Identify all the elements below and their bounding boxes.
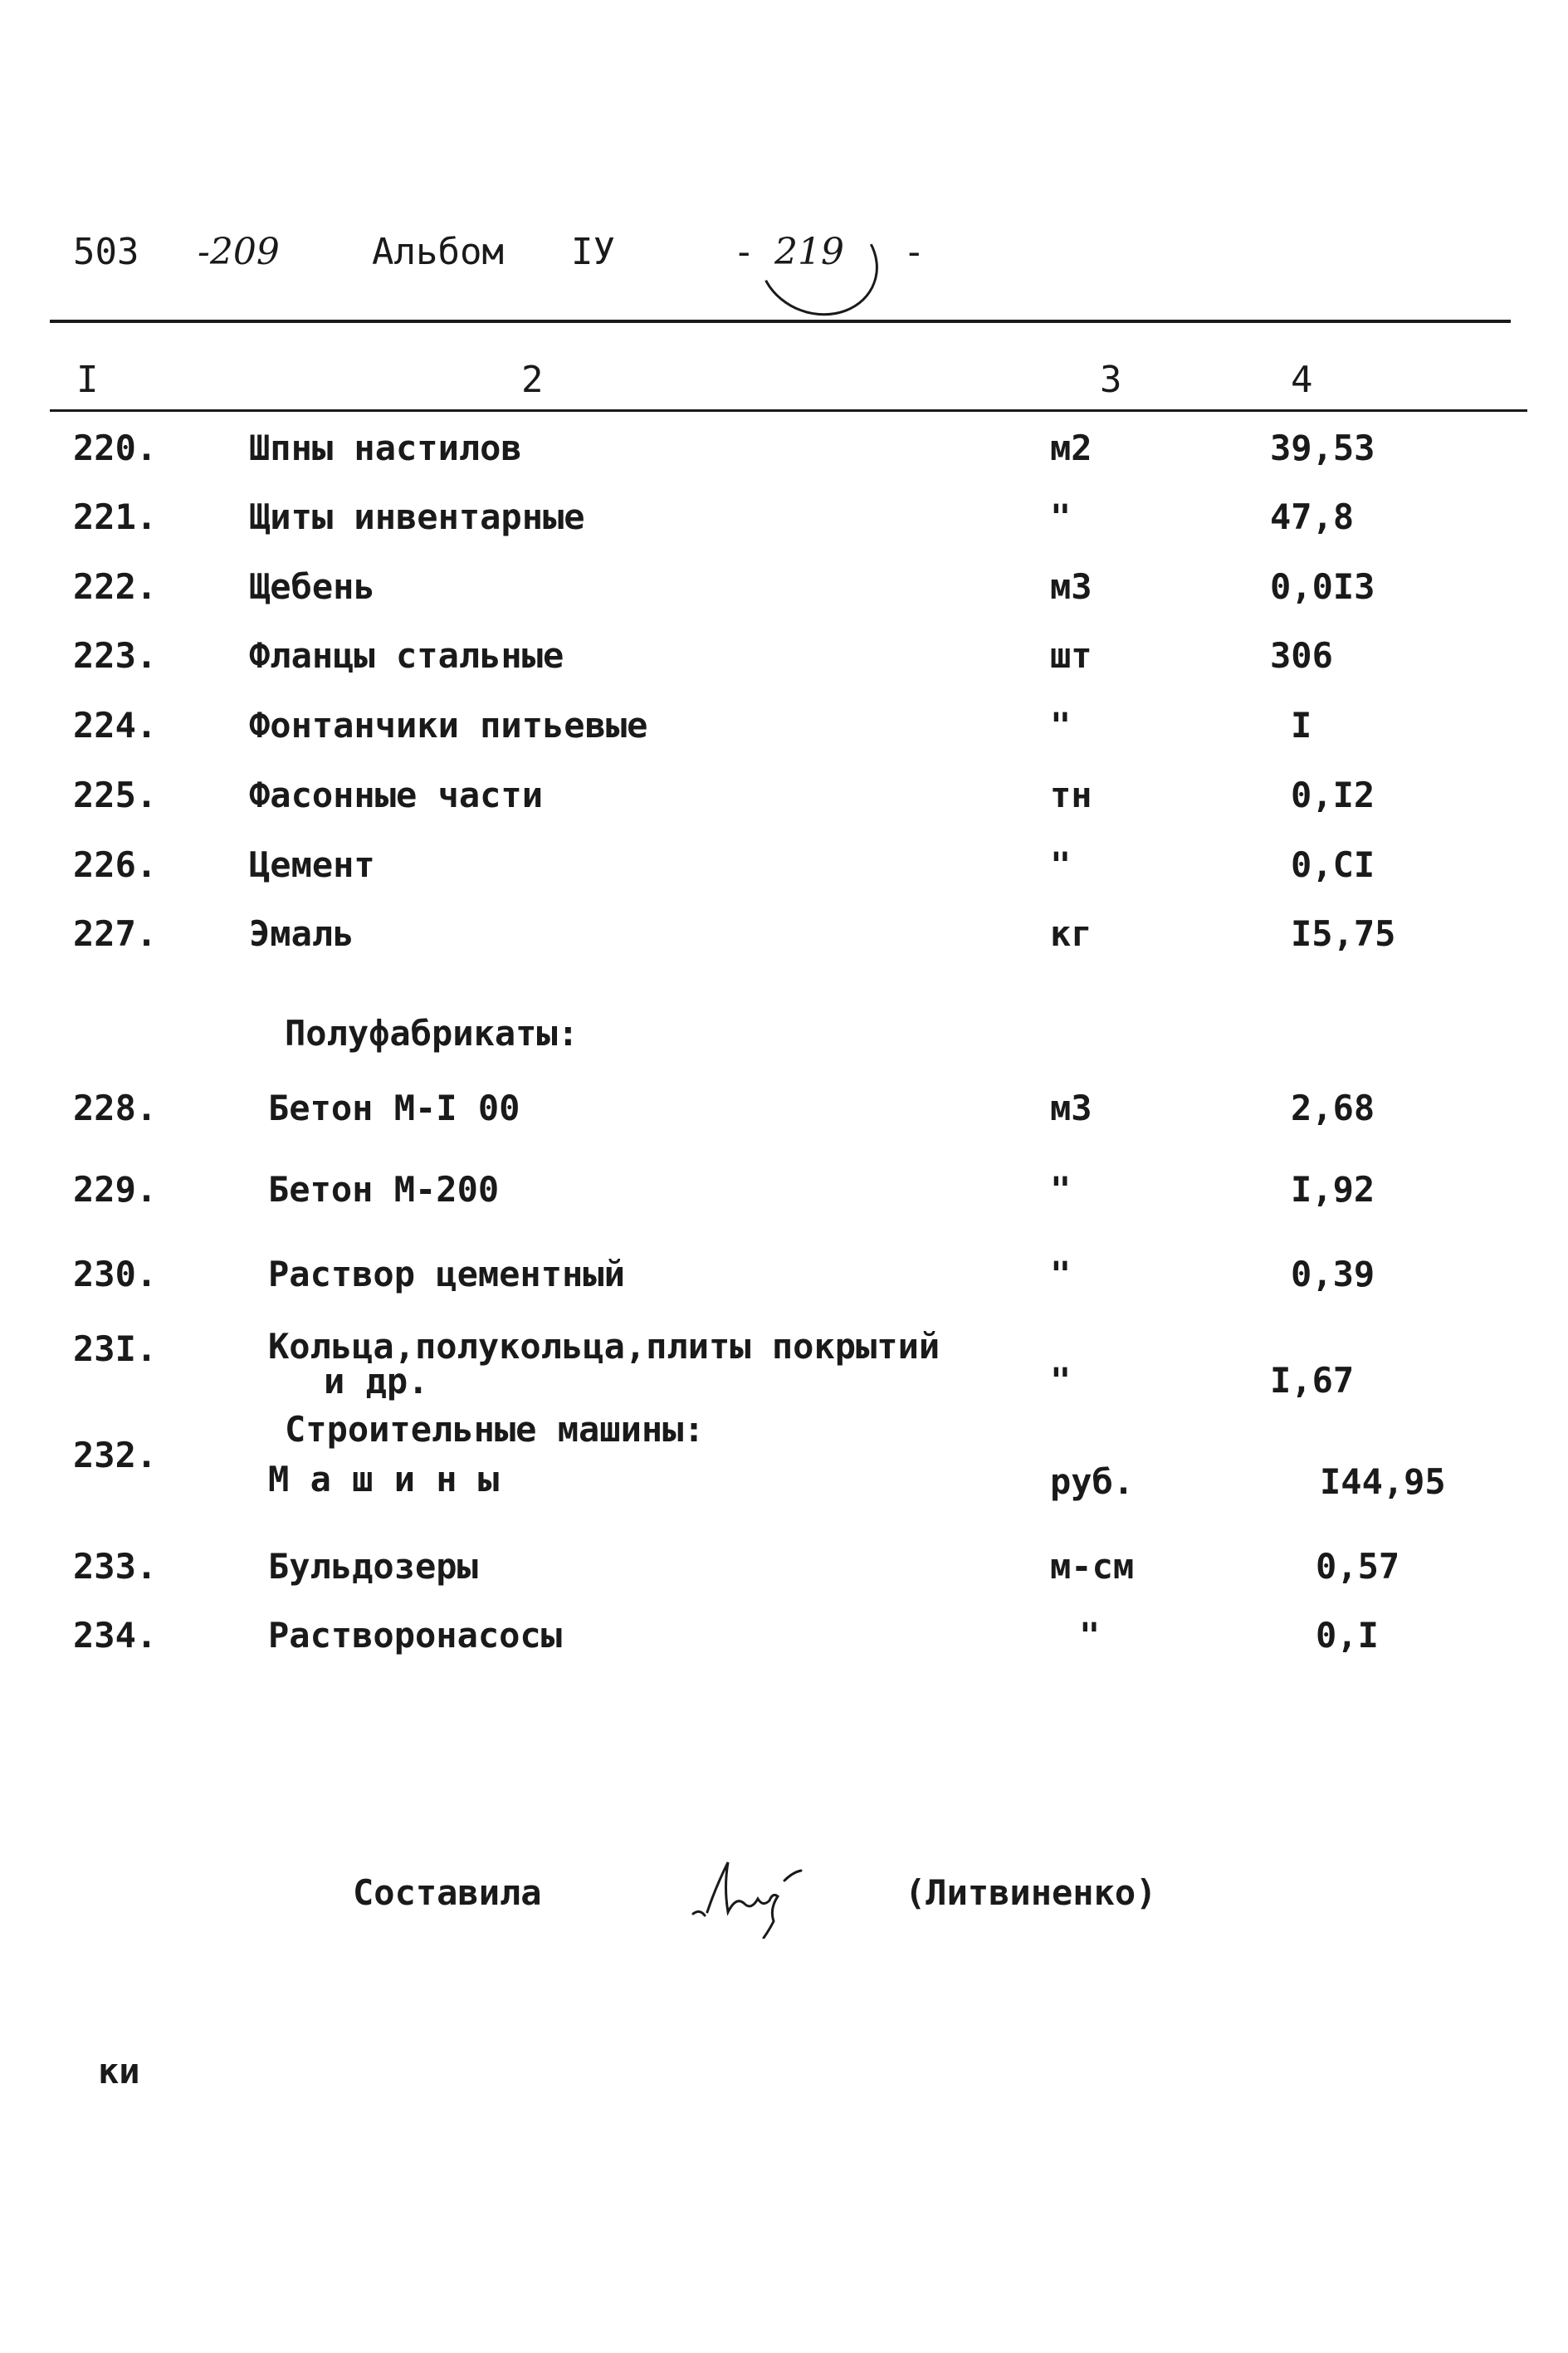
row-name: Бетон М-200	[268, 1169, 500, 1210]
table-row	[0, 1411, 1568, 1519]
row-quantity: 0,39	[1291, 1254, 1375, 1294]
row-quantity: I,92	[1291, 1169, 1375, 1210]
signature-scribble	[689, 1847, 880, 1939]
row-name: Бульдозеры	[268, 1546, 478, 1587]
table-row	[0, 913, 1568, 980]
row-unit: шт	[1050, 635, 1092, 676]
column-header-rule	[50, 409, 1527, 412]
row-number: 229.	[73, 1169, 158, 1210]
row-unit: кг	[1050, 913, 1092, 954]
row-quantity: 0,I2	[1291, 775, 1375, 815]
row-number: 228.	[73, 1088, 158, 1128]
row-name: Фонтанчики питьевые	[249, 705, 648, 746]
row-number: 227.	[73, 913, 158, 954]
row-name: Щиты инвентарные	[249, 497, 585, 537]
row-name: М а ш и н ы	[268, 1459, 500, 1499]
row-number: 232.	[73, 1435, 158, 1475]
row-quantity: I,67	[1270, 1360, 1355, 1401]
table-row	[0, 428, 1568, 494]
row-unit: руб.	[1050, 1461, 1135, 1502]
table-row	[0, 1254, 1568, 1320]
column-header-4: 4	[1291, 359, 1313, 401]
row-quantity: 0,57	[1316, 1546, 1400, 1587]
row-unit: "	[1050, 705, 1072, 746]
row-quantity: 39,53	[1270, 428, 1375, 468]
row-quantity: 2,68	[1291, 1088, 1375, 1128]
row-quantity: 306	[1270, 635, 1333, 676]
table-row	[0, 1546, 1568, 1612]
row-name: Эмаль	[249, 913, 354, 954]
row-name: Растворонасосы	[268, 1615, 563, 1656]
compiled-by-label: Составила	[353, 1872, 542, 1913]
row-quantity: 0,I	[1316, 1615, 1379, 1656]
row-number: 222.	[73, 566, 158, 607]
row-unit: "	[1050, 1254, 1072, 1294]
row-unit: "	[1050, 497, 1072, 537]
row-unit: м3	[1050, 1088, 1092, 1128]
section-title-semi-finished: Полуфабрикаты:	[285, 1013, 579, 1054]
row-number: 230.	[73, 1254, 158, 1294]
row-number: 226.	[73, 844, 158, 885]
row-unit: м2	[1050, 428, 1092, 468]
table-row	[0, 566, 1568, 633]
table-row	[0, 705, 1568, 771]
row-name: Раствор цементный	[268, 1254, 625, 1294]
row-unit: "	[1050, 1169, 1072, 1210]
row-name: Цемент	[249, 844, 375, 885]
page-number-dash-right: -	[903, 231, 926, 273]
table-row	[0, 635, 1568, 702]
row-unit: м-см	[1050, 1546, 1135, 1587]
row-name-line2: и др.	[324, 1361, 429, 1402]
row-number: 221.	[73, 497, 158, 537]
compiled-by-name: (Литвиненко)	[905, 1872, 1157, 1913]
table-row	[0, 497, 1568, 563]
page-number-dash-left: -	[733, 231, 755, 273]
row-number: 233.	[73, 1546, 158, 1587]
row-number: 23I.	[73, 1328, 158, 1369]
table-row	[0, 775, 1568, 841]
row-unit: тн	[1050, 775, 1092, 815]
table-row	[0, 844, 1568, 911]
document-code: 503	[73, 231, 139, 273]
row-unit: "	[1050, 844, 1072, 885]
row-number: 223.	[73, 635, 158, 676]
page-number: 219	[774, 231, 844, 273]
column-header-3: 3	[1100, 359, 1122, 401]
row-name: Щебень	[249, 566, 375, 607]
table-row	[0, 1088, 1568, 1154]
row-quantity: I44,95	[1320, 1461, 1446, 1502]
row-name-line1: Кольца,полукольца,плиты покрытий	[268, 1326, 940, 1367]
row-unit: м3	[1050, 566, 1092, 607]
row-unit: "	[1079, 1615, 1101, 1656]
row-name: Фасонные части	[249, 775, 544, 815]
column-header-2: 2	[521, 359, 544, 401]
row-name: Бетон М-I 00	[268, 1088, 520, 1128]
row-quantity: I	[1291, 705, 1312, 746]
album-volume: IУ	[571, 231, 615, 273]
header-rule	[50, 320, 1511, 323]
row-number: 224.	[73, 705, 158, 746]
row-quantity: 0,0I3	[1270, 566, 1375, 607]
row-number: 225.	[73, 775, 158, 815]
album-label: Альбом	[372, 231, 504, 273]
document-subcode: -209	[198, 231, 280, 273]
table-row	[0, 1169, 1568, 1235]
row-unit: "	[1050, 1360, 1072, 1401]
section-title-machines: Строительные машины:	[285, 1409, 705, 1450]
row-name: Шпны настилов	[249, 428, 522, 468]
table-row	[0, 1615, 1568, 1681]
row-quantity: I5,75	[1291, 913, 1396, 954]
row-number: 220.	[73, 428, 158, 468]
row-number: 234.	[73, 1615, 158, 1656]
row-name: Фланцы стальные	[249, 635, 564, 676]
row-quantity: 0,CI	[1291, 844, 1375, 885]
row-quantity: 47,8	[1270, 497, 1355, 537]
column-header-1: I	[76, 359, 99, 401]
typist-initials: ки	[98, 2051, 140, 2091]
